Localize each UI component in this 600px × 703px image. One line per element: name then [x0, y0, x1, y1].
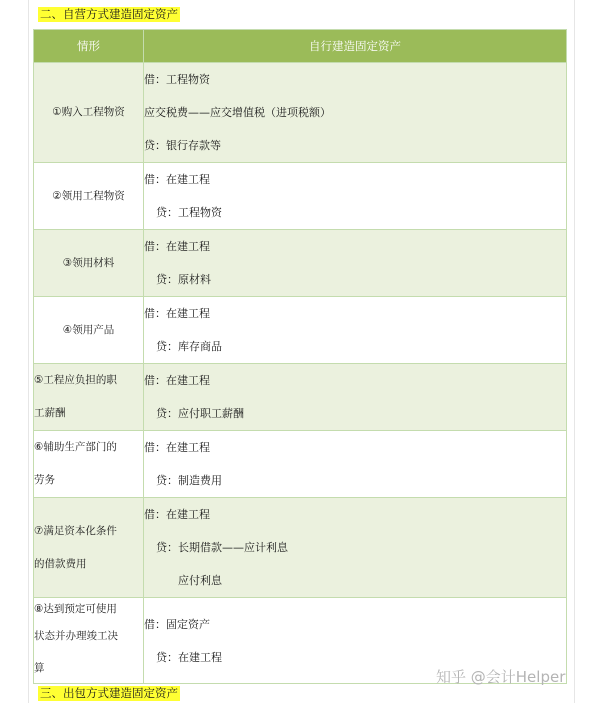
table-header-row: [34, 30, 567, 63]
credit-line: 贷：银行存款等: [144, 139, 221, 152]
table-row: [34, 163, 567, 230]
case-text: 状态并办理竣工决: [34, 630, 118, 642]
debit-line: 借：在建工程: [144, 374, 210, 387]
credit-line: 贷：原材料: [156, 273, 211, 286]
debit-line: 应交税费——应交增值税（进项税额）: [144, 106, 331, 119]
case-text: ②领用工程物资: [52, 189, 125, 202]
case-text: 算: [34, 662, 45, 674]
case-text: ③领用材料: [62, 256, 115, 269]
table-row: [34, 498, 567, 598]
credit-line: 贷：制造费用: [156, 474, 222, 487]
entry-cell: [144, 297, 567, 364]
debit-line: 借：在建工程: [144, 173, 210, 186]
case-cell: [34, 297, 144, 364]
section-heading-self-built: 二、自营方式建造固定资产: [40, 7, 178, 21]
case-text: ④领用产品: [62, 323, 115, 336]
case-text: ⑤工程应负担的职: [34, 374, 117, 386]
credit-line: 贷：应付职工薪酬: [156, 407, 244, 420]
table-row: [34, 431, 567, 498]
entry-cell: [144, 63, 567, 163]
entry-cell: [144, 498, 567, 598]
case-cell: [34, 163, 144, 230]
zhihu-watermark: 知乎 @会计Helper: [436, 668, 566, 686]
case-text: ⑥辅助生产部门的: [34, 441, 117, 453]
debit-line: 借：在建工程: [144, 441, 210, 454]
debit-line: 借：在建工程: [144, 508, 210, 521]
debit-line: 借：在建工程: [144, 240, 210, 253]
case-cell: [34, 63, 144, 163]
entry-cell: [144, 364, 567, 431]
debit-line: 借：固定资产: [144, 617, 210, 631]
page-margin-left: [28, 0, 29, 703]
header-entries: 自行建造固定资产: [144, 30, 567, 63]
entry-cell: [144, 163, 567, 230]
journal-entry-table: [33, 29, 567, 684]
case-text: 的借款费用: [34, 557, 87, 570]
debit-line: 借：工程物资: [144, 73, 210, 86]
table-row: [34, 230, 567, 297]
page-margin-right: [574, 0, 575, 703]
credit-line: 贷：在建工程: [156, 650, 222, 664]
case-cell: [34, 364, 144, 431]
case-text: ①购入工程物资: [52, 106, 125, 118]
case-text: 工薪酬: [34, 407, 66, 419]
credit-line: 贷：工程物资: [156, 206, 222, 219]
credit-line: 贷：库存商品: [156, 340, 222, 353]
case-text: ⑧达到预定可使用: [34, 603, 117, 615]
debit-line: 借：在建工程: [144, 307, 210, 320]
table-row: [34, 297, 567, 364]
case-text: 劳务: [34, 474, 55, 486]
table-row: [34, 364, 567, 431]
table-row: [34, 63, 567, 163]
entry-cell: [144, 230, 567, 297]
case-cell: [34, 498, 144, 598]
credit-line: 应付利息: [178, 574, 222, 587]
case-text: ⑦满足资本化条件: [34, 524, 117, 537]
entry-cell: [144, 431, 567, 498]
section-heading-outsourced: 三、出包方式建造固定资产: [40, 686, 178, 700]
case-cell: [34, 230, 144, 297]
credit-line: 贷：长期借款——应计利息: [156, 541, 288, 554]
case-cell: [34, 598, 144, 684]
case-cell: [34, 431, 144, 498]
header-case: 情形: [34, 30, 144, 63]
